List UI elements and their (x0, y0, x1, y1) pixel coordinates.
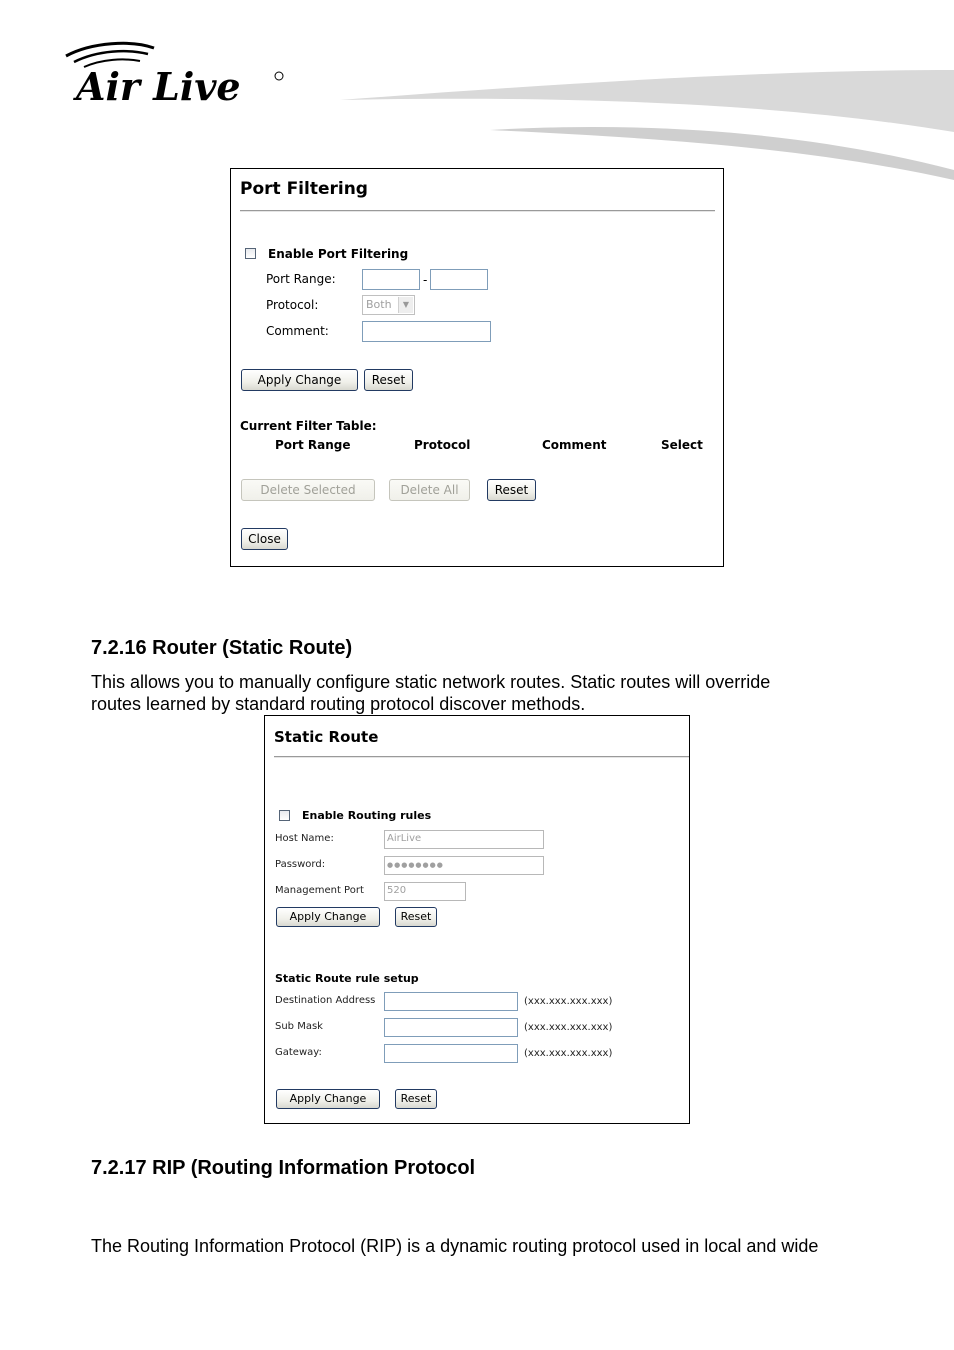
sub-mask-hint: (xxx.xxx.xxx.xxx) (524, 1022, 613, 1033)
password-input[interactable]: ●●●●●●●● (384, 856, 544, 875)
header-swoosh (340, 60, 954, 180)
enable-routing-rules-label: Enable Routing rules (302, 809, 432, 822)
destination-address-input[interactable] (384, 992, 518, 1011)
reset-button[interactable]: Reset (395, 907, 437, 927)
panel-title: Static Route (274, 728, 379, 746)
close-button[interactable]: Close (241, 528, 288, 550)
enable-port-filtering-label: Enable Port Filtering (268, 247, 409, 261)
delete-selected-button[interactable]: Delete Selected (241, 479, 375, 501)
static-route-rule-setup-title: Static Route rule setup (275, 972, 419, 985)
password-label: Password: (275, 859, 326, 870)
rip-description-line-1: The Routing Information Protocol (RIP) is a dynamic routing protocol used in local and wide (91, 1236, 819, 1256)
protocol-label: Protocol: (266, 298, 319, 312)
section-heading-rip: 7.2.17 RIP (Routing Information Protocol (91, 1157, 476, 1179)
port-range-end-input[interactable] (430, 269, 488, 290)
table-reset-button[interactable]: Reset (487, 479, 536, 501)
sub-mask-input[interactable] (384, 1018, 518, 1037)
destination-address-hint: (xxx.xxx.xxx.xxx) (524, 996, 613, 1007)
protocol-select[interactable] (362, 295, 415, 315)
management-port-label: Management Port (275, 885, 364, 896)
enable-port-filtering-checkbox[interactable] (245, 248, 256, 259)
svg-text:Air Live: Air Live (76, 64, 241, 109)
panel-title: Port Filtering (240, 179, 368, 199)
port-range-label: Port Range: (266, 272, 336, 286)
airlive-logo (62, 40, 292, 110)
sub-mask-label: Sub Mask (275, 1021, 323, 1032)
gateway-input[interactable] (384, 1044, 518, 1063)
router-description-line-1: This allows you to manually configure static network routes. Static routes will override (91, 672, 771, 692)
destination-address-label: Destination Address (275, 995, 376, 1006)
static-route-panel (264, 715, 690, 1124)
host-name-label: Host Name: (275, 833, 334, 844)
title-divider (240, 210, 715, 212)
protocol-selected-value: Both (366, 298, 392, 311)
router-description-line-2: routes learned by standard routing protocol discover methods. (91, 694, 586, 714)
range-separator: - (423, 273, 428, 287)
apply-change-button[interactable]: Apply Change (276, 907, 380, 927)
column-header-port-range: Port Range (275, 438, 351, 452)
current-filter-table-title: Current Filter Table: (240, 419, 377, 433)
column-header-protocol: Protocol (414, 438, 471, 452)
enable-routing-rules-checkbox[interactable] (279, 810, 290, 821)
comment-input[interactable] (362, 321, 491, 342)
column-header-comment: Comment (542, 438, 607, 452)
host-name-input[interactable]: AirLive (384, 830, 544, 849)
section-heading-router: 7.2.16 Router (Static Route) (91, 637, 353, 659)
management-port-input[interactable]: 520 (384, 882, 466, 901)
delete-all-button[interactable]: Delete All (389, 479, 470, 501)
rule-reset-button[interactable]: Reset (395, 1089, 437, 1109)
apply-change-button[interactable]: Apply Change (241, 369, 358, 391)
title-divider (274, 756, 689, 758)
comment-label: Comment: (266, 324, 329, 338)
port-filtering-panel (230, 168, 724, 567)
gateway-label: Gateway: (275, 1047, 322, 1058)
reset-button[interactable]: Reset (364, 369, 413, 391)
port-range-start-input[interactable] (362, 269, 420, 290)
column-header-select: Select (661, 438, 703, 452)
chevron-down-icon: ▼ (398, 297, 413, 313)
rule-apply-change-button[interactable]: Apply Change (276, 1089, 380, 1109)
gateway-hint: (xxx.xxx.xxx.xxx) (524, 1048, 613, 1059)
